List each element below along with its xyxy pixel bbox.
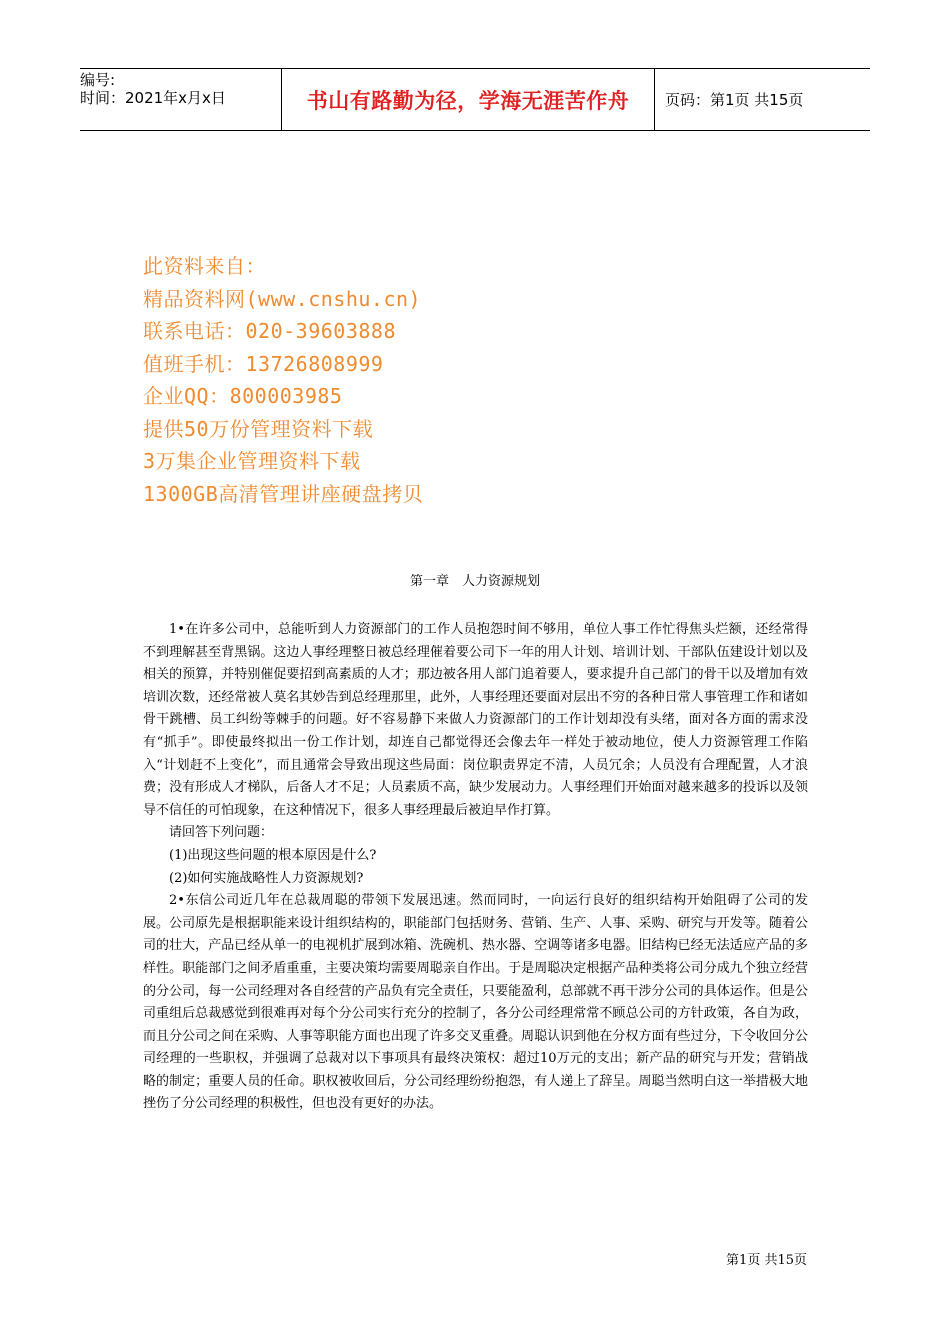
page-header	[80, 68, 870, 131]
header-page-number: 页码：第1页 共15页	[665, 91, 804, 109]
promo-line-phone: 联系电话：020-39603888	[143, 319, 396, 343]
paragraph: (1)出现这些问题的根本原因是什么?	[169, 847, 377, 863]
promo-line-website: 精品资料网(www.cnshu.cn)	[143, 286, 422, 311]
promo-line: 此资料来自：	[143, 254, 266, 278]
paragraph: 1•在许多公司中，总能听到人力资源部门的工作人员抱怨时间不够用，单位人事工作忙得焦头烂额，还经常得不到理解甚至背黑锅。这边人事经理整日被总经理催着要公司下一年的用人计划、培训计划、干部队伍建设计划以及相关的预算，并特别催促要招到高素质的人才；那边被各用人部门追着要人，要求提升自己部门的骨干以及增加有效培训次数，还经常被人莫名其妙告到总经理那里，此外，人事经理还要面对层出不穷的各种日常人事管理工作和诸如骨干跳槽、员工纠纷等棘手的问题。好不容易静下来做人力资源部门的工作计划却没有头绪，面对各方面的需求没有“抓手”。即使最终拟出一份工作计划，却连自己都觉得还会像去年一样处于被动地位，使人力资源管理工作陷入“计划赶不上变化”，而且通常会导致出现这些局面：岗位职责界定不清，人员冗余；人员没有合理配置，人才浪费；没有形成人才梯队，后备人才不足；人员素质不高，缺少发展动力。人事经理们开始面对越来越多的投诉以及领导不信任的可怕现象，在这种情况下，很多人事经理最后被迫早作打算。	[143, 622, 808, 818]
header-motto: 书山有路勤为径，学海无涯苦作舟	[282, 69, 655, 130]
paragraph: 请回答下列问题：	[169, 825, 274, 841]
page-footer: 第1页 共15页	[726, 1253, 807, 1268]
promo-line: 3万集企业管理资料下载	[143, 449, 361, 473]
promo-line-qq: 企业QQ：800003985	[143, 384, 343, 408]
promo-line-mobile: 值班手机：13726808999	[143, 351, 384, 376]
promo-block	[143, 250, 423, 510]
chapter-title: 第一章 人力资源规划	[409, 574, 540, 589]
document-body	[143, 619, 808, 1116]
paragraph: (2)如何实施战略性人力资源规划?	[169, 870, 364, 886]
document-number-label: 编号:	[80, 71, 116, 89]
header-meta	[80, 69, 282, 130]
paragraph: 2•东信公司近几年在总裁周聪的带领下发展迅速。然而同时，一向运行良好的组织结构开始阻碍了公司的发展。公司原先是根据职能来设计组织结构的，职能部门包括财务、营销、生产、人事、采购、研究与开发等。随着公司的壮大，产品已经从单一的电视机扩展到冰箱、洗碗机、热水器、空调等诸多电器。旧结构已经无法适应产品的多样性。职能部门之间矛盾重重，主要决策均需要周聪亲自作出。于是周聪决定根据产品种类将公司分成九个独立经营的分公司，每一公司经理对各自经营的产品负有完全责任，只要能盈利，总部就不再干涉分公司的具体运作。但是公司重组后总裁感觉到很难再对每个分公司实行充分的控制了，各分公司经理常常不顾总公司的方针政策，各自为政，而且分公司之间在采购、人事等职能方面也出现了许多交叉重叠。周聪认识到他在分权方面有些过分，下令收回分公司经理的一些职权，并强调了总裁对以下事项具有最终决策权：超过10万元的支出；新产品的研究与开发；营销战略的制定；重要人员的任命。职权被收回后，分公司经理纷纷抱怨，有人递上了辞呈。周聪当然明白这一举措极大地挫伤了分公司经理的积极性，但也没有更好的办法。	[143, 893, 808, 1112]
promo-line: 1300GB高清管理讲座硬盘拷贝	[143, 481, 424, 506]
document-date: 时间：2021年x月x日	[80, 89, 226, 107]
promo-line: 提供50万份管理资料下载	[143, 416, 374, 441]
